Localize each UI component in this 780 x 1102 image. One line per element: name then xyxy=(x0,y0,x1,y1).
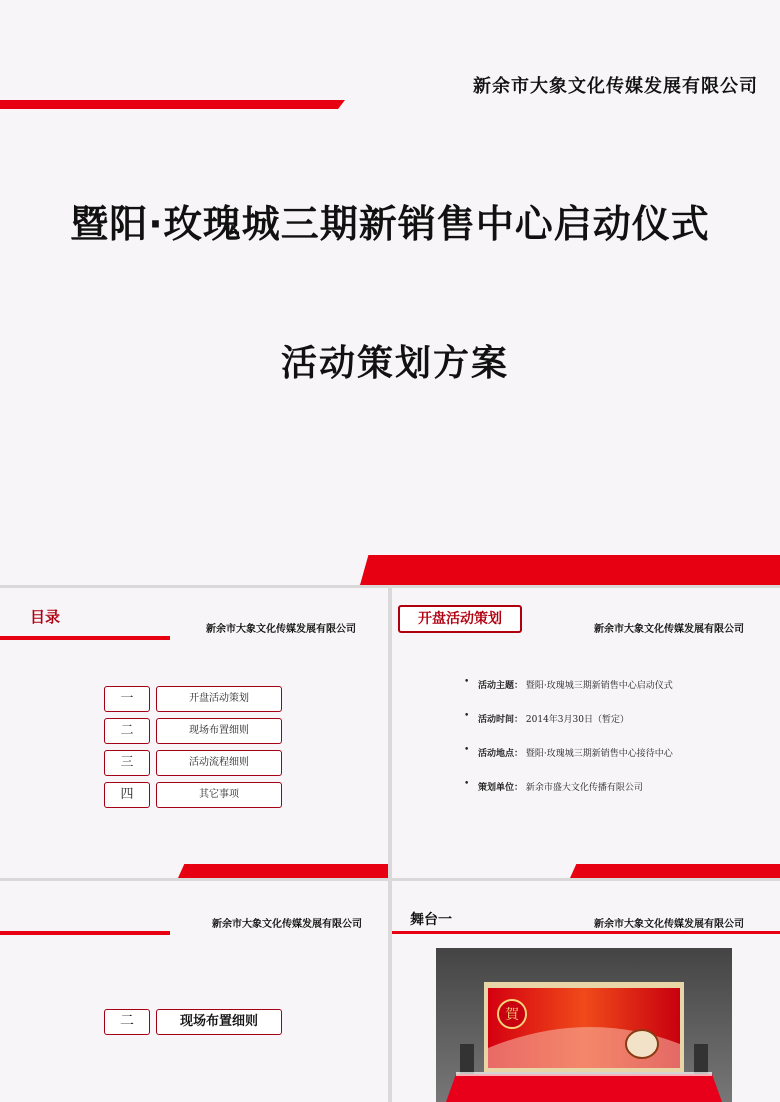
company-name: 新余市大象文化传媒发展有限公司 xyxy=(206,624,356,635)
red-header-bar xyxy=(0,931,170,935)
toc-item-number: 二 xyxy=(104,718,150,744)
company-name: 新余市大象文化传媒发展有限公司 xyxy=(473,76,758,97)
plan-item-label: 活动主题： xyxy=(478,681,524,691)
plan-item-label: 活动时间： xyxy=(478,715,524,725)
toc-item-label: 活动流程细则 xyxy=(156,750,282,776)
company-name: 新余市大象文化传媒发展有限公司 xyxy=(594,624,744,635)
toc-item-label: 开盘活动策划 xyxy=(156,686,282,712)
red-header-bar xyxy=(0,636,170,640)
drum-icon xyxy=(626,1030,658,1058)
toc-item-label: 现场布置细则 xyxy=(156,718,282,744)
list-item xyxy=(462,780,673,814)
stage-render-image xyxy=(436,948,732,1102)
section-item[interactable] xyxy=(104,1009,282,1035)
section-label: 现场布置细则 xyxy=(156,1009,282,1035)
toc-item-label: 其它事项 xyxy=(156,782,282,808)
section-number: 二 xyxy=(104,1009,150,1035)
list-item xyxy=(462,678,673,712)
red-header-bar xyxy=(0,100,345,109)
speaker-icon xyxy=(694,1044,708,1076)
plan-item-value: 暨阳·玫瑰城三期新销售中心启动仪式 xyxy=(525,681,673,691)
toc-item-number: 四 xyxy=(104,782,150,808)
plan-slide xyxy=(392,588,780,878)
main-subtitle: 活动策划方案 xyxy=(280,342,509,384)
plan-item-value: 2014年3月30日（暂定） xyxy=(525,715,629,725)
speaker-icon xyxy=(460,1044,474,1076)
toc-item[interactable] xyxy=(104,750,282,776)
section-slide xyxy=(0,881,388,1102)
plan-details-list xyxy=(462,678,673,814)
toc-title: 目录 xyxy=(30,608,61,626)
toc-slide xyxy=(0,588,388,878)
toc-item-number: 一 xyxy=(104,686,150,712)
stage-platform xyxy=(446,1074,722,1102)
toc-item[interactable] xyxy=(104,718,282,744)
list-item xyxy=(462,712,673,746)
plan-item-value: 新余市盛大文化传播有限公司 xyxy=(525,783,643,793)
seal-text: 賀 xyxy=(505,1007,519,1023)
red-footer-bar xyxy=(360,555,780,585)
stage-slide xyxy=(392,881,780,1102)
red-header-bar xyxy=(392,931,780,934)
toc-item[interactable] xyxy=(104,782,282,808)
toc-item[interactable] xyxy=(104,686,282,712)
toc-item-number: 三 xyxy=(104,750,150,776)
plan-badge: 开盘活动策划 xyxy=(398,605,522,633)
list-item xyxy=(462,746,673,780)
stage-illustration xyxy=(436,948,732,1102)
red-footer-bar xyxy=(570,864,780,878)
plan-item-label: 活动地点： xyxy=(478,749,524,759)
red-footer-bar xyxy=(178,864,388,878)
plan-item-value: 暨阳·玫瑰城三期新销售中心接待中心 xyxy=(525,749,673,759)
plan-item-label: 策划单位： xyxy=(478,783,524,793)
company-name: 新余市大象文化传媒发展有限公司 xyxy=(212,919,362,930)
main-title: 暨阳·玫瑰城三期新销售中心启动仪式 xyxy=(70,202,710,246)
stage-title: 舞台一 xyxy=(410,912,452,928)
company-name: 新余市大象文化传媒发展有限公司 xyxy=(594,919,744,930)
